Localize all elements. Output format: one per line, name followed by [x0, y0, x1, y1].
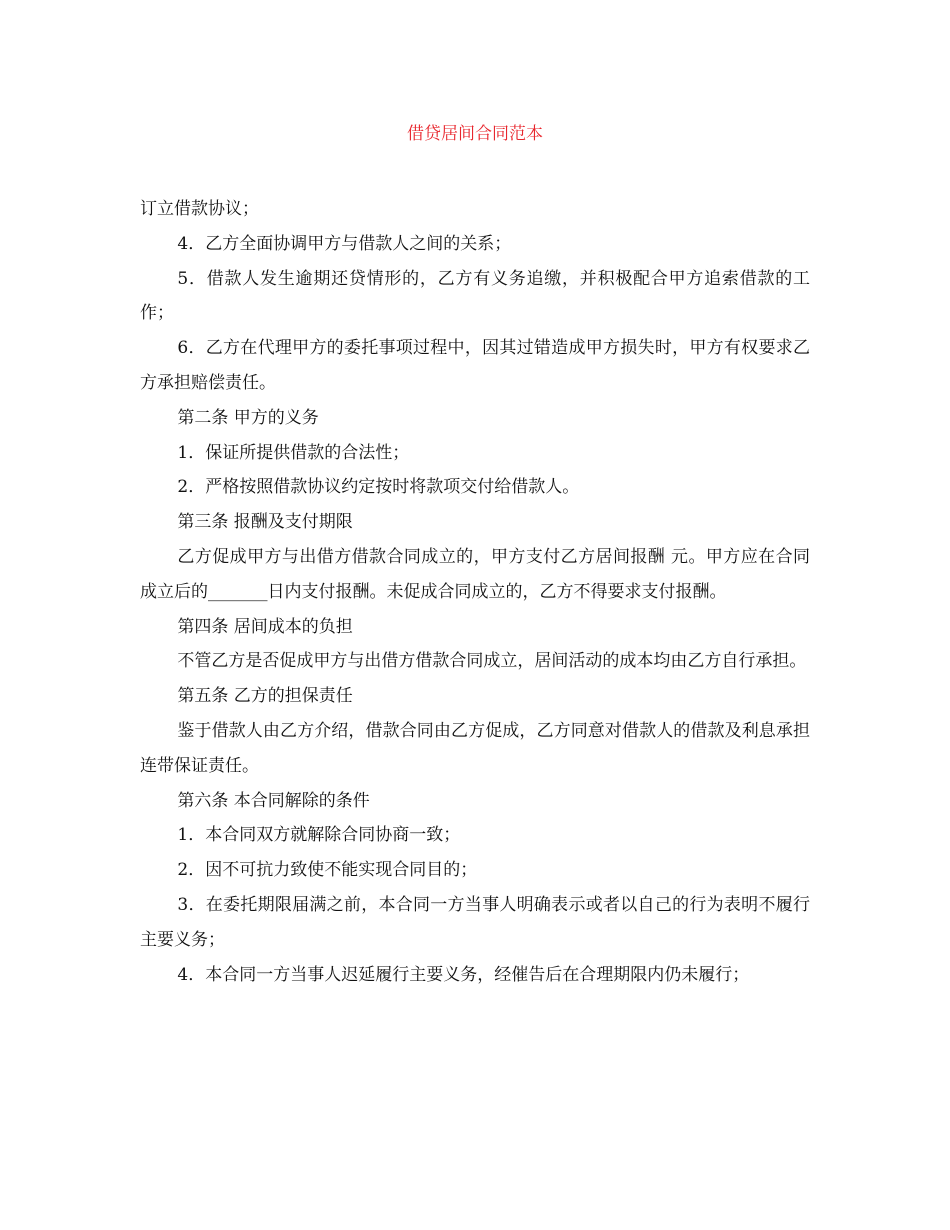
article-heading-5: 第五条 乙方的担保责任 — [177, 686, 353, 707]
article-heading-3: 第三条 报酬及支付期限 — [177, 512, 353, 533]
clause-item-5: 5．借款人发生逾期还贷情形的，乙方有义务追缴，并积极配合甲方追索借款的工作； — [140, 268, 810, 324]
article-heading-4: 第四条 居间成本的负担 — [177, 616, 353, 637]
article-heading-2: 第二条 甲方的义务 — [177, 407, 319, 428]
article-5-text: 鉴于借款人由乙方介绍，借款合同由乙方促成，乙方同意对借款人的借款及利息承担连带保证责任。 — [140, 720, 810, 776]
paragraph-continuation: 订立借款协议； — [140, 199, 259, 219]
article-6-item-3: 3．在委托期限届满之前，本合同一方当事人明确表示或者以自己的行为表明不履行主要义务； — [140, 894, 810, 950]
article-4-text: 不管乙方是否促成甲方与出借方借款合同成立，居间活动的成本均由乙方自行承担。 — [177, 651, 807, 672]
article-6-item-4: 4．本合同一方当事人迟延履行主要义务，经催告后在合理期限内仍未履行； — [177, 964, 750, 985]
article-6-item-2: 2．因不可抗力致使不能实现合同目的； — [177, 860, 478, 881]
clause-item-6: 6．乙方在代理甲方的委托事项过程中，因其过错造成甲方损失时，甲方有权要求乙方承担赔偿责任。 — [140, 338, 810, 393]
clause-item-4: 4．乙方全面协调甲方与借款人之间的关系； — [177, 233, 512, 254]
document-title: 借贷居间合同范本 — [407, 124, 543, 144]
article-3-text: 乙方促成甲方与出借方借款合同成立的，甲方支付乙方居间报酬 元。甲方应在合同成立后的_______日内支付报酬。未促成合同成立的，乙方不得要求支付报酬。 — [140, 546, 810, 602]
article-6-item-1: 1．本合同双方就解除合同协商一致； — [177, 825, 461, 846]
article-2-item-1: 1．保证所提供借款的合法性； — [177, 442, 410, 463]
article-heading-6: 第六条 本合同解除的条件 — [177, 790, 370, 811]
article-2-item-2: 2．严格按照借款协议约定按时将款项交付给借款人。 — [177, 477, 580, 498]
document-body — [140, 192, 810, 992]
